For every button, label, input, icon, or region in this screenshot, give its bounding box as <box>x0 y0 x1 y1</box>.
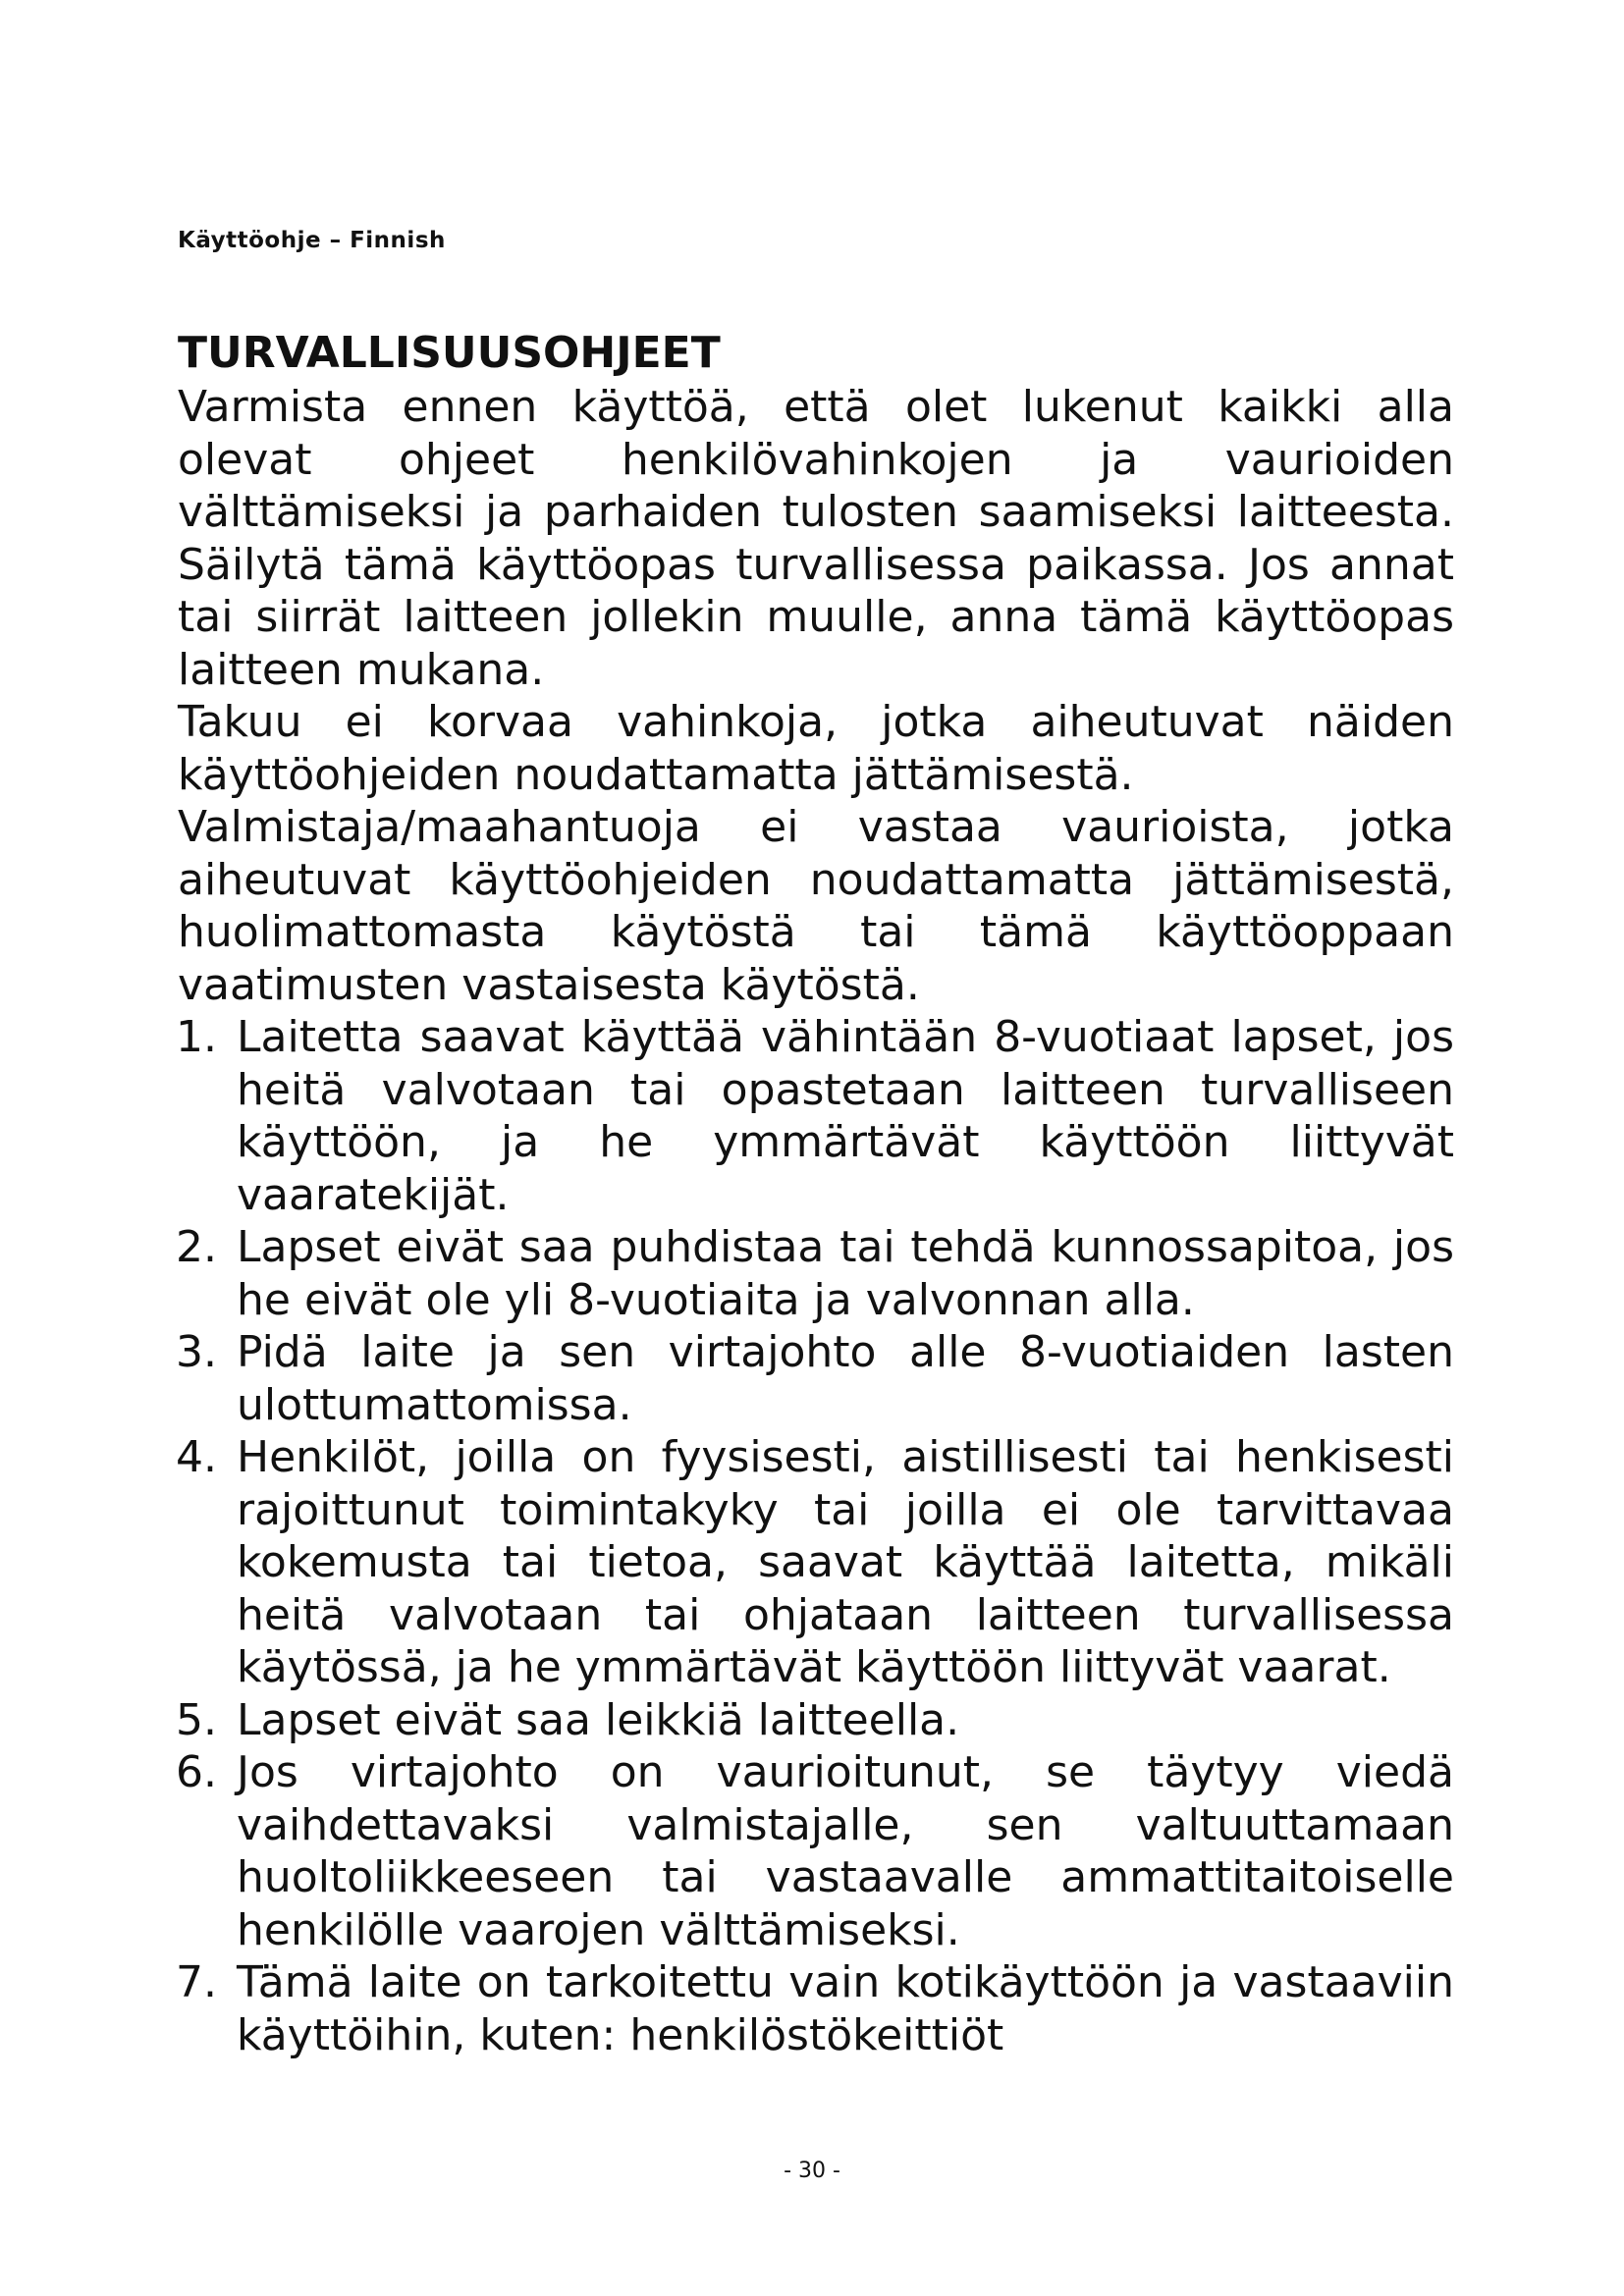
list-item <box>178 1431 1454 1694</box>
list-item-number: 1. <box>176 1012 217 1062</box>
list-item <box>178 1221 1454 1326</box>
list-item <box>178 1746 1454 1956</box>
list-item-text: Lapset eivät saa puhdistaa tai tehdä kunnossapitoa, jos he eivät ole yli 8-vuotiaita ja valvonnan alla. <box>237 1222 1454 1325</box>
list-item-text: Henkilöt, joilla on fyysisesti, aistillisesti tai henkisesti rajoittunut toimintakyky tai joilla ei ole tarvittavaa kokemusta tai tietoa, saavat käyttää laitetta, mikäli heitä valvotaan tai ohjataan laitteen turvallisessa käytössä, ja he ymmärtävät käyttöön liittyvät vaarat. <box>237 1432 1454 1692</box>
list-item-number: 2. <box>176 1222 217 1272</box>
list-item-number: 7. <box>176 1957 217 2007</box>
list-item-number: 6. <box>176 1747 217 1797</box>
list-item-number: 4. <box>176 1432 217 1482</box>
document-body <box>178 326 1454 2061</box>
list-item-text: Pidä laite ja sen virtajohto alle 8-vuotiaiden lasten ulottumattomissa. <box>237 1327 1454 1430</box>
list-item <box>178 1326 1454 1431</box>
list-item-number: 5. <box>176 1694 217 1745</box>
intro-paragraph: Varmista ennen käyttöä, että olet lukenut kaikki alla olevat ohjeet henkilövahinkojen ja vaurioiden välttämiseksi ja parhaiden tulosten saamiseksi laitteesta. Säilytä tämä käyttöopas turvallisessa paikassa. Jos annat tai siirrät laitteen jollekin muulle, anna tämä käyttöopas laitteen mukana. <box>178 382 1454 695</box>
list-item <box>178 1956 1454 2061</box>
list-item-text: Tämä laite on tarkoitettu vain kotikäyttöön ja vastaaviin käyttöihin, kuten: henkilöstökeittiöt <box>237 1957 1454 2060</box>
list-item-text: Jos virtajohto on vaurioitunut, se täytyy viedä vaihdettavaksi valmistajalle, sen valtuuttamaan huoltoliikkeeseen tai vastaavalle ammattitaitoiselle henkilölle vaarojen välttämiseksi. <box>237 1747 1454 1955</box>
liability-paragraph: Valmistaja/maahantuoja ei vastaa vaurioista, jotka aiheutuvat käyttöohjeiden noudattamatta jättämisestä, huolimattomasta käytöstä tai tämä käyttöoppaan vaatimusten vastaisesta käytöstä. <box>178 802 1454 1010</box>
list-item-text: Laitetta saavat käyttää vähintään 8-vuotiaat lapset, jos heitä valvotaan tai opastetaan laitteen turvalliseen käyttöön, ja he ymmärtävät käyttöön liittyvät vaaratekijät. <box>237 1012 1454 1220</box>
safety-instructions-list <box>178 1011 1454 2061</box>
warranty-paragraph: Takuu ei korvaa vahinkoja, jotka aiheutuvat näiden käyttöohjeiden noudattamatta jättämisestä. <box>178 697 1454 800</box>
list-item-number: 3. <box>176 1327 217 1377</box>
list-item <box>178 1011 1454 1221</box>
section-title: TURVALLISUUSOHJEET <box>178 328 721 378</box>
list-item <box>178 1694 1454 1747</box>
page-number: - 30 - <box>784 2159 840 2183</box>
list-item-text: Lapset eivät saa leikkiä laitteella. <box>237 1694 960 1745</box>
page-header: Käyttöohje – Finnish <box>178 228 446 253</box>
